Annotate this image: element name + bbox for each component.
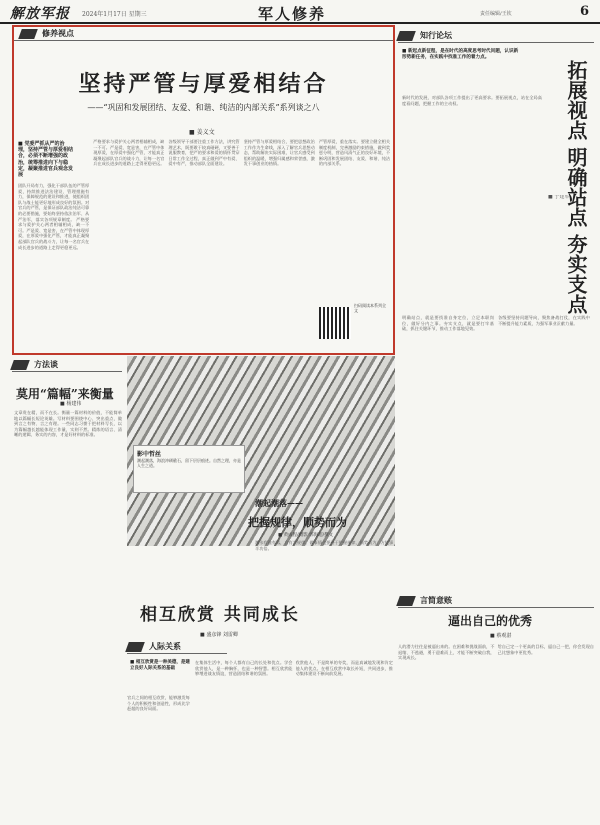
- sidebar-title: 拓展视点 明确站点 夯实支点: [564, 60, 588, 314]
- section-title: 军人修养: [258, 5, 327, 23]
- sidebar-tag: 知行论坛: [420, 31, 452, 40]
- method-byline: ■ 杨建伟: [60, 401, 82, 407]
- essay-tag-bar: [398, 594, 594, 608]
- method-tag-bar: [12, 358, 122, 372]
- essay-column: 人的潜力往往是被逼出来的。在困难和挑战面前，不退缩、不逃避，勇于迎难而上，才能不断突破自我，实现成长。: [398, 644, 495, 661]
- essay-title: 逼出自己的优秀: [448, 614, 533, 628]
- feature-column: 各级领导干部要注重工作方法，讲究管理艺术，既要敢于较真碰硬，又要善于说服教育，把严的要求和爱的情怀贯穿日常工作全过程，真正做到严中有爱、爱中有严，推动部队全面建设。: [168, 139, 240, 167]
- sidebar-column-text: 新时代的发展，对部队各项工作提出了更高要求。要拓展视点，站在全局高度看问题，把握工作的主动权。: [402, 95, 542, 106]
- feature-column: 严格要求与爱护关心两者相辅相成，缺一不可。严是爱、宽是害，在严管中体现厚爱，在厚爱中强化严管，才能真正凝聚起部队官兵的战斗力，让每一名官兵在成长进步的道路上走得更稳更远。: [93, 139, 165, 167]
- star-banner-icon: [125, 642, 145, 652]
- page-number: 6: [580, 4, 590, 19]
- method-title: 莫用“篇幅”来衡量: [16, 387, 114, 401]
- article2-column: 在集体生活中，每个人都有自己的长处和优点。学会欣赏他人，是一种胸怀，也是一种智慧。相互欣赏能够增进战友情谊，营造团结和谐的氛围。: [195, 660, 293, 677]
- photo-caption-text: 潮起潮落，海浪冲刷礁石，留下层层痕迹。自然之理，亦是人生之道。: [137, 458, 241, 468]
- essay-byline: ■ 蔡观湛: [490, 633, 512, 639]
- sidebar-byline: ■ 于建军: [548, 195, 570, 200]
- article2-byline: ■ 盛彦锋 刘雷卿: [200, 632, 238, 638]
- editor-credit: 责任编辑/王钦: [480, 11, 512, 17]
- photo-subtitle: 潮起潮落——: [255, 498, 303, 508]
- sidebar-lead: ■ 新起点新征程，是在时代的高度思考时代问题，认识新形势新任务，在实践中找准工作的着力点。: [402, 49, 519, 60]
- essay-column: 给自己定一个更高的目标，逼自己一把，你会发现自己比想象中更优秀。: [497, 644, 594, 655]
- sidebar-column: [398, 25, 594, 591]
- method-body: 文章贵在精，而不在长。衡量一篇材料的价值，不能简单地以篇幅长短论英雄。写材料要围绕中心、突出重点，做到言之有物、言之有理。一些同志习惯于把材料写长，以为篇幅越长越能体现工作量，实则不然。精炼的语言、清晰的逻辑、务实的内容，才是好材料的标准。: [14, 410, 122, 438]
- photo-caption: [133, 445, 245, 493]
- feature-byline: ■ 姜义文: [189, 129, 215, 136]
- method-tag: 方法谈: [34, 360, 58, 369]
- essay-tag: 言简意赅: [420, 596, 452, 605]
- article2-headline: 相互欣赏 共同成长: [140, 605, 300, 625]
- feature-column: 团队开局有力，强化干部队伍的严管厚爱，持续推进法治建设、管理措施有力，保障规范的建设和推进，使组织团队与战士能更好地形成良好的氛围。对官兵的严管，是保证部队政治纯洁可靠的必要措施，要始终坚持依法治军、从严治军，落实各项规章制度。 严格要求与爱护关心两者相辅相成，缺一不可。严是爱、宽是害，在严管中体现厚爱，在厚爱中强化严管，才能真正凝聚起部队官兵的战斗力，让每一名官兵在成长进步的道路上走得更稳更远。: [18, 183, 90, 250]
- feature-headline: 坚持严管与厚爱相结合: [78, 71, 329, 97]
- feature-column: 严管厚爱，重在落实。要建立健全相关制度机制，完善激励约束措施，做到奖惩分明，营造风清气正的良好环境，不断巩固和发展团结、友爱、和谐、纯洁的内部关系。: [318, 139, 391, 167]
- photo-text: 潮水有涨有落，自有其规律。做事情也要善于把握规律，顺势而为，方能事半功倍。: [255, 540, 394, 551]
- article2-lead: ■ 相互欣赏是一种美德，是建立良好人际关系的基础: [130, 660, 190, 671]
- sidebar-column-text: 各级要坚持问题导向，聚焦备战打仗，在实践中不断提升能力素质，为强军事业贡献力量。: [498, 315, 590, 326]
- star-banner-icon: [18, 29, 38, 39]
- qr-code-icon[interactable]: [319, 307, 351, 339]
- feature-column: 坚持严管与厚爱相结合，要把思想政治工作作为生命线，深入了解官兵思想动态，帮助解决实际困难，让官兵感受到组织的温暖，增强归属感和荣誉感，激发干事创业的热情。: [243, 139, 315, 167]
- article2-body: [195, 660, 393, 822]
- feature-tag-bar: [14, 27, 393, 41]
- photo-credit: ■ 黄成程/摄影 郭海超/撰文: [278, 533, 334, 538]
- star-banner-icon: [396, 596, 416, 606]
- sidebar-tag-bar: [398, 29, 594, 43]
- article2-tag: 人际关系: [149, 642, 181, 651]
- star-banner-icon: [10, 360, 30, 370]
- newspaper-logo: 解放军报: [10, 6, 70, 22]
- star-banner-icon: [396, 31, 416, 41]
- feature-subheadline: ——“巩固和发展团结、友爱、和谐、纯洁的内部关系”系列谈之八: [87, 103, 320, 112]
- essay-body: [398, 644, 594, 822]
- article2-tag-bar: [127, 640, 227, 654]
- feature-article[interactable]: [12, 25, 395, 355]
- issue-date: 2024年1月17日 星期三: [82, 11, 147, 18]
- sidebar-column-text: 明确站点，就是要找准自身定位，立足本职岗位，做好分内之事。夯实支点，就是要打牢基础，抓住关键环节，推动工作落地见效。: [402, 315, 494, 332]
- article2-side-text: 官兵之间的相互欣赏，能够激发每个人的积极性和创造性，形成比学赶超的良好局面。: [127, 695, 190, 712]
- photo-title: 把握规律，顺势而为: [248, 516, 347, 529]
- photo-caption-title: 影中哲丝: [137, 451, 162, 458]
- article2-column: 欣赏他人，不是简单的夸奖，而是真诚地发现和肯定他人的优点。在相互欣赏中取长补短，共同进步，推动集体建设不断向前发展。: [295, 660, 393, 677]
- qr-label: 扫码阅读本系列全文: [354, 303, 386, 313]
- feature-lead: ■ 党委严抓从严的治理，坚持严管与厚爱相结合，必须不断增强的政治，统筹推进向下与稳定，凝聚推进官兵观念发展: [18, 139, 74, 181]
- feature-tag: 修养视点: [42, 29, 74, 38]
